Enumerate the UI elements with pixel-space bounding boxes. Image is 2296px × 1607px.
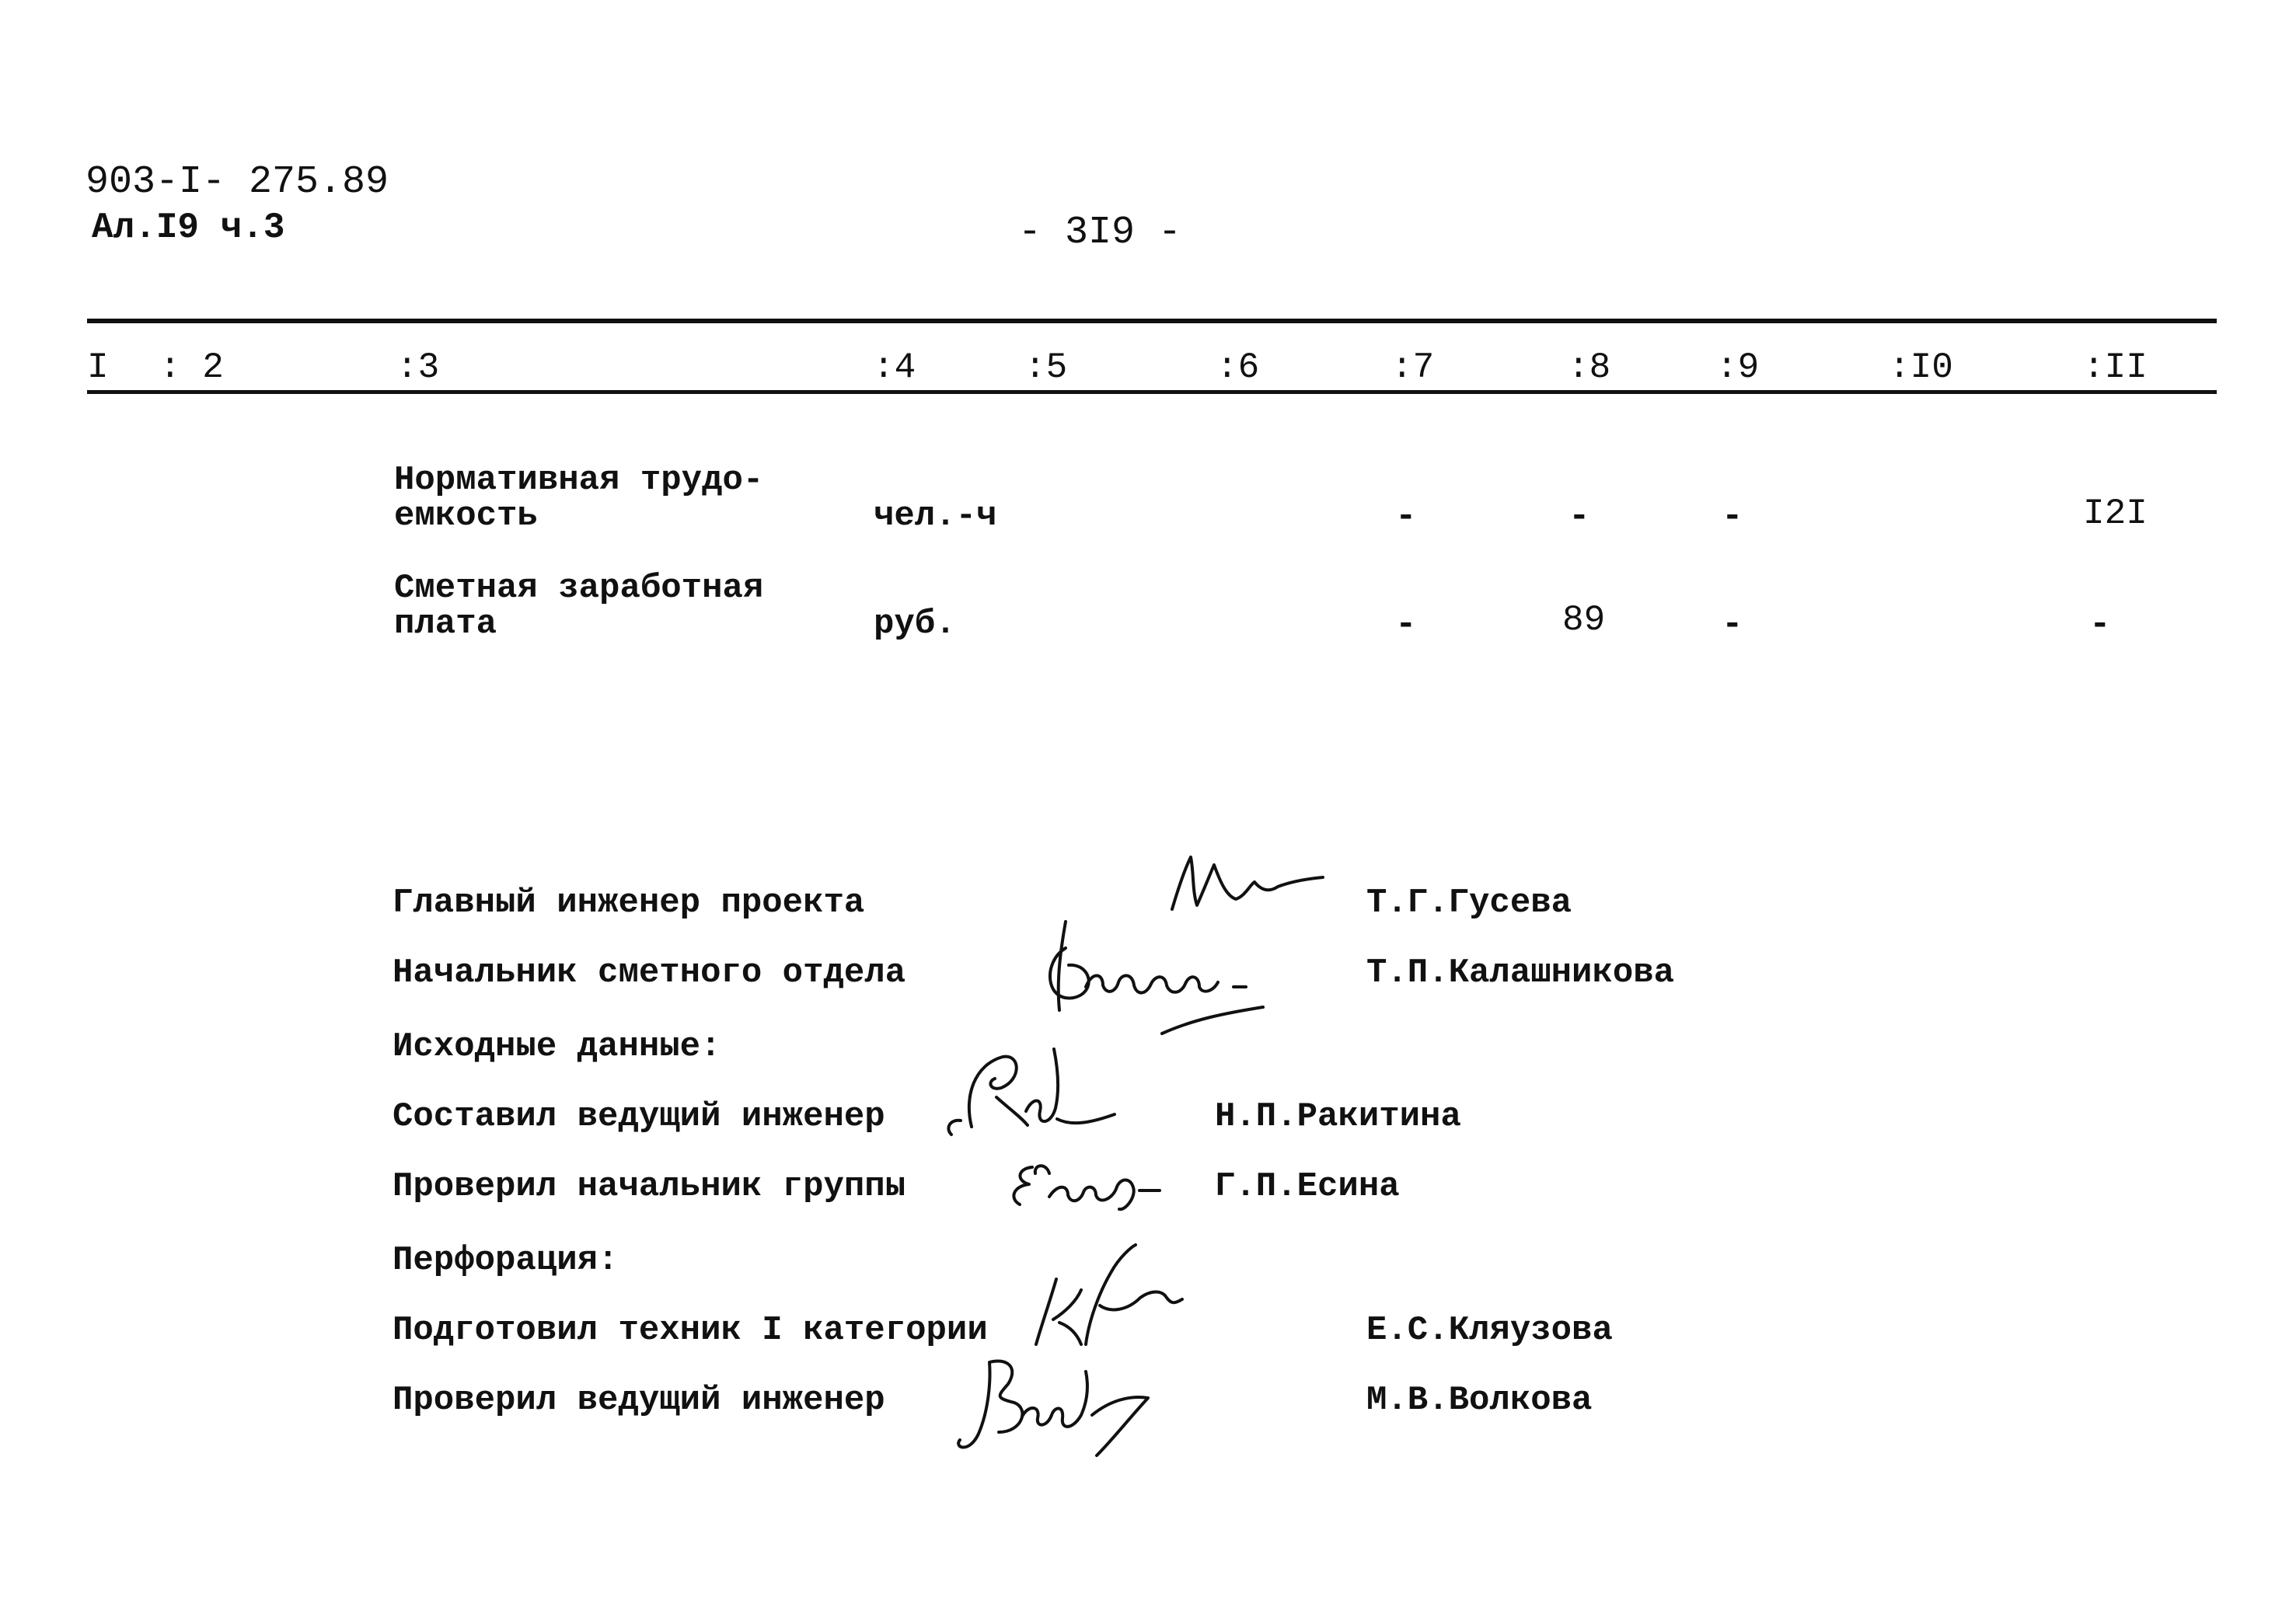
- row-col9-value: -: [1722, 497, 1743, 537]
- column-3-label: :3: [396, 347, 440, 388]
- row-unit: руб.: [874, 605, 956, 643]
- column-7-label: :7: [1391, 347, 1435, 388]
- row-col8-value: -: [1568, 497, 1590, 537]
- section-heading: Исходные данные:: [393, 1027, 721, 1066]
- sheet-reference: Ал.I9 ч.3: [92, 207, 285, 248]
- row-col7-value: -: [1395, 605, 1417, 645]
- signatory-name: Г.П.Есина: [1215, 1167, 1400, 1206]
- row-col9-value: -: [1722, 605, 1743, 645]
- row-name-line-1: Сметная заработная: [394, 569, 764, 608]
- table-top-rule: [87, 319, 2217, 323]
- signature-role: Проверил ведущий инженер: [393, 1381, 885, 1420]
- signature-role: Главный инженер проекта: [393, 884, 865, 922]
- column-6-label: :6: [1216, 347, 1260, 388]
- column-9-label: :9: [1716, 347, 1760, 388]
- signatory-name: М.В.Волкова: [1366, 1381, 1593, 1420]
- row-col11-value: I2I: [2083, 493, 2148, 534]
- section-heading: Перфорация:: [393, 1241, 619, 1280]
- column-2-label: : 2: [159, 347, 224, 388]
- signatory-name: Т.Г.Гусева: [1366, 884, 1572, 922]
- signatory-name: Т.П.Калашникова: [1366, 953, 1675, 992]
- page-number: - 3I9 -: [1018, 211, 1182, 255]
- row-unit: чел.-ч: [874, 497, 997, 535]
- signature-role: Составил ведущий инженер: [393, 1097, 885, 1136]
- row-col8-value: 89: [1562, 600, 1606, 640]
- handwritten-signature: [1003, 1150, 1174, 1212]
- handwritten-signature: [1030, 1242, 1216, 1351]
- column-1-label: I: [87, 347, 109, 388]
- column-10-label: :I0: [1889, 347, 1953, 388]
- row-name-line-2: плата: [394, 605, 497, 643]
- handwritten-signature: [944, 1340, 1154, 1457]
- column-4-label: :4: [873, 347, 916, 388]
- column-11-label: :II: [2083, 347, 2148, 388]
- column-5-label: :5: [1024, 347, 1068, 388]
- signature-role: Проверил начальник группы: [393, 1167, 906, 1206]
- signatory-name: Е.С.Кляузова: [1366, 1311, 1613, 1350]
- column-8-label: :8: [1568, 347, 1611, 388]
- handwritten-signature: [940, 1034, 1135, 1142]
- handwritten-signature: [1158, 851, 1329, 921]
- table-header-rule: [87, 390, 2217, 394]
- row-name-line-2: емкость: [394, 497, 538, 535]
- row-col11-value: -: [2089, 605, 2111, 645]
- signature-role: Подготовил техник I категории: [393, 1311, 988, 1350]
- handwritten-signature: [1038, 917, 1271, 1018]
- row-name-line-1: Нормативная трудо-: [394, 461, 764, 500]
- document-code: 903-I- 275.89: [85, 160, 389, 204]
- row-col7-value: -: [1395, 497, 1417, 537]
- signatory-name: Н.П.Ракитина: [1215, 1097, 1461, 1136]
- signature-role: Начальник сметного отдела: [393, 953, 906, 992]
